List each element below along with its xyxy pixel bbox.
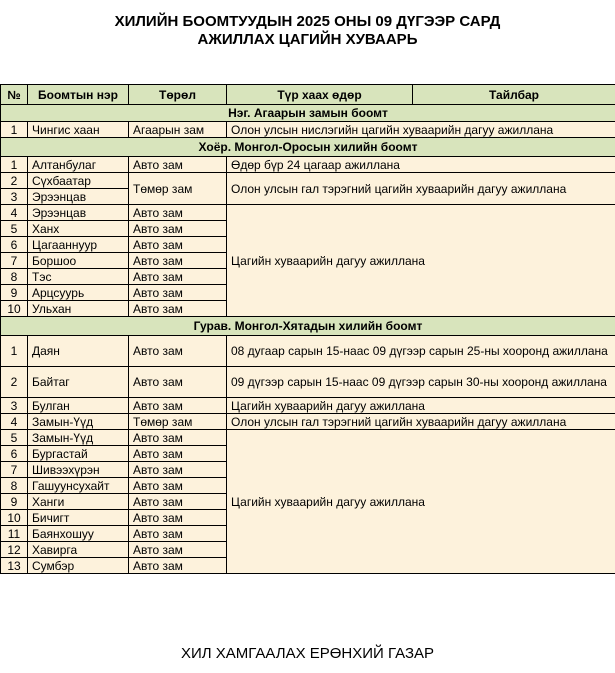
row-number: 2 bbox=[1, 367, 28, 398]
section-title-russia: Хоёр. Монгол-Оросын хилийн боомт bbox=[1, 138, 615, 157]
row-number: 10 bbox=[1, 301, 28, 317]
table-header-row bbox=[1, 85, 615, 105]
port-name: Эрээнцав bbox=[28, 189, 129, 205]
port-note: Олон улсын гал тэрэгний цагийн хуваарийн дагуу ажиллана bbox=[227, 414, 615, 430]
row-number: 6 bbox=[1, 237, 28, 253]
port-name: Байтаг bbox=[28, 367, 129, 398]
port-note: Цагийн хуваарийн дагуу ажиллана bbox=[227, 430, 615, 574]
row-number: 13 bbox=[1, 558, 28, 574]
row-number: 7 bbox=[1, 253, 28, 269]
port-type: Авто зам bbox=[129, 510, 227, 526]
port-type: Төмөр зам bbox=[129, 173, 227, 205]
row-number: 8 bbox=[1, 269, 28, 285]
port-name: Боршоо bbox=[28, 253, 129, 269]
header-type: Төрөл bbox=[129, 85, 227, 105]
port-type: Авто зам bbox=[129, 462, 227, 478]
row-number: 4 bbox=[1, 205, 28, 221]
table-row bbox=[1, 414, 615, 430]
header-number: № bbox=[1, 85, 28, 105]
port-type: Авто зам bbox=[129, 237, 227, 253]
document-title-line2: АЖИЛЛАХ ЦАГИЙН ХУВААРЬ bbox=[197, 31, 418, 48]
port-name: Даян bbox=[28, 336, 129, 367]
port-type: Авто зам bbox=[129, 336, 227, 367]
port-type: Төмөр зам bbox=[129, 414, 227, 430]
port-note: Олон улсын гал тэрэгний цагийн хуваарийн дагуу ажиллана bbox=[227, 173, 615, 205]
port-type: Авто зам bbox=[129, 430, 227, 446]
table-row bbox=[1, 336, 615, 367]
port-name: Гашуунсухайт bbox=[28, 478, 129, 494]
port-name: Хавирга bbox=[28, 542, 129, 558]
port-type: Авто зам bbox=[129, 398, 227, 414]
row-number: 1 bbox=[1, 336, 28, 367]
port-type: Авто зам bbox=[129, 285, 227, 301]
port-name: Бичигт bbox=[28, 510, 129, 526]
row-number: 7 bbox=[1, 462, 28, 478]
port-name: Булган bbox=[28, 398, 129, 414]
row-number: 3 bbox=[1, 398, 28, 414]
port-note: Олон улсын нислэгийн цагийн хуваарийн дагуу ажиллана bbox=[227, 122, 615, 138]
port-name: Ханх bbox=[28, 221, 129, 237]
table-row bbox=[1, 398, 615, 414]
port-type: Авто зам bbox=[129, 446, 227, 462]
issuing-authority: ХИЛ ХАМГААЛАХ ЕРӨНХИЙ ГАЗАР bbox=[180, 645, 435, 662]
row-number: 2 bbox=[1, 173, 28, 189]
port-name: Баянхошуу bbox=[28, 526, 129, 542]
row-number: 4 bbox=[1, 414, 28, 430]
port-type: Авто зам bbox=[129, 558, 227, 574]
table-row bbox=[1, 205, 615, 221]
port-name: Алтанбулаг bbox=[28, 157, 129, 173]
port-note: 08 дугаар сарын 15-наас 09 дүгээр сарын 25-ны хооронд ажиллана bbox=[227, 336, 615, 367]
row-number: 5 bbox=[1, 221, 28, 237]
row-number: 1 bbox=[1, 157, 28, 173]
port-type: Агаарын зам bbox=[129, 122, 227, 138]
header-port-name: Боомтын нэр bbox=[28, 85, 129, 105]
table-row bbox=[1, 367, 615, 398]
row-number: 3 bbox=[1, 189, 28, 205]
schedule-table bbox=[0, 84, 615, 574]
row-number: 1 bbox=[1, 122, 28, 138]
port-type: Авто зам bbox=[129, 205, 227, 221]
table-row bbox=[1, 122, 615, 138]
port-note: Цагийн хуваарийн дагуу ажиллана bbox=[227, 398, 615, 414]
port-name: Замын-Үүд bbox=[28, 414, 129, 430]
table-row bbox=[1, 157, 615, 173]
port-name: Сумбэр bbox=[28, 558, 129, 574]
row-number: 9 bbox=[1, 494, 28, 510]
port-name: Цагааннуур bbox=[28, 237, 129, 253]
header-closure-date: Түр хаах өдөр bbox=[227, 85, 413, 105]
row-number: 9 bbox=[1, 285, 28, 301]
port-name: Ульхан bbox=[28, 301, 129, 317]
table-row bbox=[1, 173, 615, 189]
port-note: 09 дүгээр сарын 15-наас 09 дүгээр сарын 30-ны хооронд ажиллана bbox=[227, 367, 615, 398]
document-title-line1: ХИЛИЙН БООМТУУДЫН 2025 ОНЫ 09 ДҮГЭЭР САРД bbox=[114, 13, 501, 30]
port-type: Авто зам bbox=[129, 301, 227, 317]
header-note: Тайлбар bbox=[413, 85, 615, 105]
table-row bbox=[1, 430, 615, 446]
row-number: 11 bbox=[1, 526, 28, 542]
section-title-air: Нэг. Агаарын замын боомт bbox=[1, 105, 615, 122]
port-name: Шивээхүрэн bbox=[28, 462, 129, 478]
port-type: Авто зам bbox=[129, 253, 227, 269]
port-note: Өдөр бүр 24 цагаар ажиллана bbox=[227, 157, 615, 173]
port-name: Ханги bbox=[28, 494, 129, 510]
row-number: 12 bbox=[1, 542, 28, 558]
port-name: Сүхбаатар bbox=[28, 173, 129, 189]
port-name: Тэс bbox=[28, 269, 129, 285]
port-type: Авто зам bbox=[129, 269, 227, 285]
port-type: Авто зам bbox=[129, 157, 227, 173]
port-type: Авто зам bbox=[129, 221, 227, 237]
port-type: Авто зам bbox=[129, 526, 227, 542]
port-name: Чингис хаан bbox=[28, 122, 129, 138]
row-number: 8 bbox=[1, 478, 28, 494]
port-name: Арцсуурь bbox=[28, 285, 129, 301]
section-title-china: Гурав. Монгол-Хятадын хилийн боомт bbox=[1, 317, 615, 336]
port-type: Авто зам bbox=[129, 478, 227, 494]
port-type: Авто зам bbox=[129, 542, 227, 558]
row-number: 10 bbox=[1, 510, 28, 526]
row-number: 6 bbox=[1, 446, 28, 462]
row-number: 5 bbox=[1, 430, 28, 446]
port-type: Авто зам bbox=[129, 494, 227, 510]
port-name: Бургастай bbox=[28, 446, 129, 462]
port-type: Авто зам bbox=[129, 367, 227, 398]
port-name: Эрээнцав bbox=[28, 205, 129, 221]
port-name: Замын-Үүд bbox=[28, 430, 129, 446]
port-note: Цагийн хуваарийн дагуу ажиллана bbox=[227, 205, 615, 317]
